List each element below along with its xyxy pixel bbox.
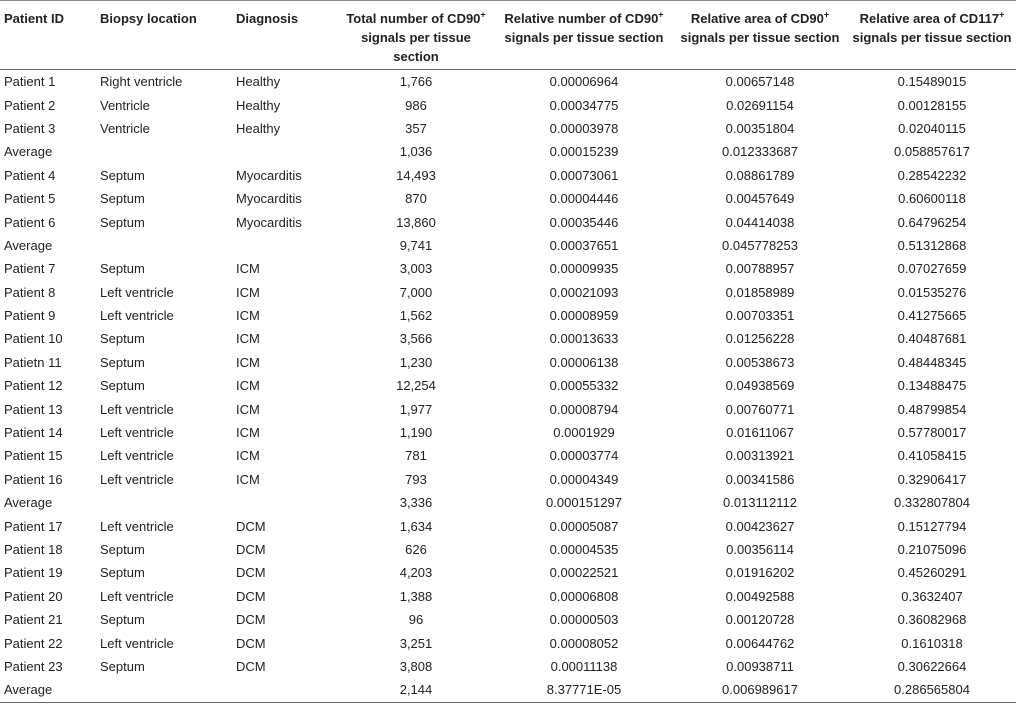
table-row (0, 444, 1016, 467)
table-row (0, 678, 1016, 702)
header-area-cd117 (848, 1, 1016, 70)
cell-area-cd90: 0.01256228 (725, 331, 795, 347)
cell-biopsy-location (96, 491, 232, 514)
table-row (0, 210, 1016, 233)
cell-diagnosis: ICM (236, 331, 260, 347)
cell-total-cd90: 3,808 (399, 658, 433, 674)
cell-area-cd117: 0.36082968 (897, 612, 967, 628)
cell-patient-id: Average (4, 144, 53, 160)
cell-biopsy-location: Ventricle (100, 120, 150, 136)
cell-diagnosis (232, 491, 336, 514)
cell-area-cd90: 0.013112112 (723, 495, 797, 511)
cell-diagnosis (232, 234, 336, 257)
cell-diagnosis: ICM (236, 401, 260, 417)
cell-diagnosis: DCM (236, 518, 266, 534)
cell-relative-cd90: 0.00009935 (549, 261, 619, 277)
cell-relative-cd90: 0.00011138 (550, 658, 618, 674)
cell-patient-id: Patient 14 (4, 425, 63, 441)
cell-area-cd117: 0.45260291 (897, 565, 967, 581)
header-area-cd90-post: signals per tissue section (680, 30, 840, 45)
cell-diagnosis: ICM (236, 308, 260, 324)
cell-total-cd90: 1,190 (399, 425, 433, 441)
cell-area-cd90: 0.00120728 (725, 612, 795, 628)
cell-diagnosis (232, 678, 336, 702)
cell-diagnosis: Healthy (236, 74, 281, 90)
cell-total-cd90: 1,388 (399, 588, 433, 604)
table-row (0, 234, 1016, 257)
cell-patient-id: Patient 5 (4, 191, 56, 207)
cell-total-cd90: 781 (405, 448, 427, 464)
table-row (0, 491, 1016, 514)
cell-diagnosis: ICM (236, 354, 260, 370)
header-total-cd90-sup: + (480, 9, 486, 20)
cell-relative-cd90: 0.00003774 (549, 448, 619, 464)
cell-patient-id: Patient 13 (4, 401, 63, 417)
cell-relative-cd90: 0.00003978 (549, 120, 619, 136)
cell-area-cd117: 0.41275665 (897, 308, 967, 324)
cell-total-cd90: 3,336 (399, 495, 433, 511)
cell-relative-cd90: 0.00004349 (549, 471, 619, 487)
cell-diagnosis: Myocarditis (236, 214, 302, 230)
cell-biopsy-location: Left ventricle (100, 471, 174, 487)
cell-diagnosis: DCM (236, 635, 266, 651)
cell-total-cd90: 9,741 (399, 237, 433, 253)
table-row (0, 281, 1016, 304)
cell-area-cd117: 0.32906417 (897, 471, 967, 487)
table-row (0, 421, 1016, 444)
table-row (0, 351, 1016, 374)
cell-total-cd90: 96 (408, 612, 424, 628)
cell-relative-cd90: 0.00006964 (549, 74, 619, 90)
cell-area-cd117: 0.48448345 (897, 354, 967, 370)
cell-area-cd117: 0.3632407 (901, 588, 963, 604)
header-diagnosis: Diagnosis (236, 11, 299, 26)
cell-biopsy-location: Septum (100, 542, 145, 557)
cell-biopsy-location: Left ventricle (100, 635, 174, 651)
cell-area-cd90: 0.00538673 (725, 354, 795, 370)
table-header (0, 1, 1016, 70)
cell-area-cd117: 0.48799854 (897, 401, 967, 417)
cell-area-cd90: 0.00657148 (725, 74, 795, 90)
cell-patient-id: Patient 16 (4, 471, 63, 487)
cell-area-cd117: 0.41058415 (897, 448, 967, 464)
cell-area-cd90: 0.00457649 (725, 191, 795, 207)
cell-total-cd90: 357 (405, 120, 427, 136)
cell-relative-cd90: 0.00008052 (549, 635, 619, 651)
cell-patient-id: Patient 4 (4, 167, 56, 183)
cell-total-cd90: 3,003 (399, 261, 433, 277)
cell-diagnosis: ICM (236, 284, 260, 300)
table-row (0, 561, 1016, 584)
cell-area-cd90: 0.006989617 (722, 682, 798, 698)
cell-total-cd90: 1,977 (399, 401, 433, 417)
table-row (0, 397, 1016, 420)
cell-patient-id: Average (4, 682, 53, 698)
cell-biopsy-location: Septum (100, 612, 145, 628)
cell-relative-cd90: 0.00037651 (549, 237, 619, 253)
table-row (0, 538, 1016, 561)
cell-area-cd90: 0.00423627 (725, 518, 795, 534)
table-row (0, 468, 1016, 491)
cell-total-cd90: 793 (405, 471, 427, 487)
cell-area-cd117: 0.286565804 (894, 682, 970, 698)
cell-area-cd117: 0.15127794 (897, 518, 967, 534)
cell-area-cd90: 0.045778253 (722, 237, 798, 253)
table-row (0, 655, 1016, 678)
cell-area-cd90: 0.01611067 (726, 425, 794, 441)
cell-relative-cd90: 0.00005087 (549, 518, 619, 534)
cell-biopsy-location: Septum (100, 565, 145, 581)
cell-total-cd90: 626 (405, 542, 427, 557)
cell-area-cd117: 0.60600118 (898, 191, 966, 207)
table-row (0, 327, 1016, 350)
cell-area-cd90: 0.00492588 (725, 588, 795, 604)
header-total-cd90-pre: Total number of CD90 (346, 11, 481, 26)
cell-patient-id: Patient 19 (4, 565, 63, 581)
cell-relative-cd90: 0.00055332 (549, 378, 619, 394)
cell-relative-cd90: 0.00034775 (549, 97, 619, 113)
cell-patient-id: Patient 6 (4, 214, 56, 230)
cell-biopsy-location (96, 140, 232, 163)
cell-biopsy-location (96, 234, 232, 257)
cell-patient-id: Patient 1 (4, 74, 56, 90)
cell-area-cd90: 0.04938569 (725, 378, 795, 394)
cell-total-cd90: 12,254 (396, 378, 436, 394)
cell-area-cd90: 0.00351804 (725, 120, 795, 136)
table-row (0, 608, 1016, 631)
header-area-cd117-post: signals per tissue section (852, 30, 1012, 45)
cell-area-cd90: 0.00313921 (725, 448, 795, 464)
cell-area-cd117: 0.02040115 (898, 120, 966, 136)
cell-diagnosis: DCM (236, 542, 266, 557)
table-row (0, 187, 1016, 210)
cell-diagnosis: Healthy (236, 97, 281, 113)
cell-patient-id: Patient 9 (4, 308, 56, 324)
header-area-cd117-pre: Relative area of CD117 (859, 11, 1000, 26)
cell-patient-id: Patient 12 (4, 378, 63, 394)
cell-patient-id: Patient 22 (4, 635, 63, 651)
cell-total-cd90: 14,493 (396, 167, 436, 183)
cell-patient-id: Patient 2 (4, 97, 56, 113)
cell-relative-cd90: 0.00013633 (549, 331, 619, 347)
header-relative-cd90-sup: + (658, 9, 664, 20)
cell-total-cd90: 3,566 (399, 331, 433, 347)
cell-diagnosis: ICM (236, 425, 260, 441)
cell-biopsy-location: Left ventricle (100, 308, 174, 324)
cell-relative-cd90: 0.00006138 (549, 354, 619, 370)
cell-area-cd117: 0.01535276 (897, 284, 967, 300)
header-relative-cd90 (496, 1, 672, 70)
cell-total-cd90: 986 (405, 97, 427, 113)
cell-area-cd90: 0.00644762 (725, 635, 795, 651)
cell-area-cd90: 0.04414038 (725, 214, 795, 230)
cell-area-cd90: 0.00356114 (726, 542, 794, 557)
cell-total-cd90: 4,203 (399, 565, 433, 581)
cell-diagnosis: ICM (236, 261, 260, 277)
cell-total-cd90: 13,860 (396, 214, 436, 230)
cell-relative-cd90: 0.000151297 (546, 495, 622, 511)
cell-relative-cd90: 0.00035446 (549, 214, 619, 230)
cell-patient-id: Patient 17 (4, 518, 63, 534)
cell-biopsy-location: Septum (100, 658, 145, 674)
cell-relative-cd90: 0.0001929 (553, 425, 615, 441)
table-row (0, 140, 1016, 163)
cell-relative-cd90: 0.00022521 (549, 565, 619, 581)
cell-area-cd117: 0.07027659 (897, 261, 967, 277)
cell-patient-id: Average (4, 237, 53, 253)
cell-relative-cd90: 0.00004535 (549, 542, 619, 557)
cell-relative-cd90: 0.00073061 (549, 167, 619, 183)
cell-patient-id: Patient 3 (4, 120, 56, 136)
table-row (0, 257, 1016, 280)
cell-total-cd90: 7,000 (399, 284, 433, 300)
cell-area-cd90: 0.00938711 (726, 658, 794, 674)
cell-patient-id: Patient 7 (4, 261, 56, 277)
cell-biopsy-location: Right ventricle (100, 74, 183, 90)
cell-diagnosis: Myocarditis (236, 191, 302, 207)
cell-patient-id: Patient 20 (4, 588, 63, 604)
cell-patient-id: Patietn 11 (4, 354, 62, 370)
cell-patient-id: Patient 18 (4, 542, 63, 557)
cell-biopsy-location: Ventricle (100, 97, 150, 113)
table-row (0, 70, 1016, 94)
table-row (0, 117, 1016, 140)
cell-patient-id: Patient 23 (4, 658, 63, 674)
header-area-cd117-sup: + (999, 9, 1005, 20)
cell-total-cd90: 1,230 (399, 354, 433, 370)
cell-diagnosis: DCM (236, 565, 266, 581)
table-row (0, 164, 1016, 187)
cell-total-cd90: 1,562 (399, 308, 433, 324)
cell-relative-cd90: 0.00000503 (549, 612, 619, 628)
table-row (0, 585, 1016, 608)
cell-relative-cd90: 0.00021093 (549, 284, 619, 300)
cell-area-cd90: 0.08861789 (725, 167, 795, 183)
cell-area-cd90: 0.00341586 (725, 471, 795, 487)
table-row (0, 631, 1016, 654)
cell-area-cd117: 0.21075096 (897, 542, 967, 557)
cell-area-cd117: 0.51312868 (897, 237, 967, 253)
cell-patient-id: Average (4, 495, 53, 511)
cell-biopsy-location: Left ventricle (100, 518, 174, 534)
cell-diagnosis: Healthy (236, 120, 281, 136)
cell-total-cd90: 1,036 (399, 144, 433, 160)
cell-biopsy-location: Left ventricle (100, 588, 174, 604)
cell-biopsy-location: Left ventricle (100, 401, 174, 417)
header-row (0, 1, 1016, 70)
table-body (0, 70, 1016, 703)
cell-biopsy-location (96, 678, 232, 702)
cell-area-cd117: 0.15489015 (897, 74, 967, 90)
cell-patient-id: Patient 8 (4, 284, 56, 300)
cell-patient-id: Patient 10 (4, 331, 63, 347)
cell-diagnosis: ICM (236, 448, 260, 464)
cell-relative-cd90: 8.37771E-05 (546, 682, 622, 698)
cell-biopsy-location: Septum (100, 191, 145, 207)
cell-area-cd90: 0.012333687 (722, 144, 798, 160)
cell-biopsy-location: Left ventricle (100, 448, 174, 464)
header-area-cd90-pre: Relative area of CD90 (690, 11, 824, 26)
cell-total-cd90: 1,634 (399, 518, 433, 534)
cell-area-cd117: 0.30622664 (897, 658, 967, 674)
cell-relative-cd90: 0.00008959 (549, 308, 619, 324)
table-row (0, 304, 1016, 327)
cell-area-cd117: 0.1610318 (901, 635, 963, 651)
cell-biopsy-location: Septum (100, 261, 145, 277)
cell-area-cd117: 0.28542232 (897, 167, 967, 183)
cell-biopsy-location: Septum (100, 378, 145, 394)
cell-total-cd90: 870 (405, 191, 427, 207)
cell-diagnosis: ICM (236, 471, 260, 487)
table-row (0, 514, 1016, 537)
cell-total-cd90: 1,766 (399, 74, 433, 90)
cell-diagnosis: ICM (236, 378, 260, 394)
cell-area-cd90: 0.00703351 (725, 308, 795, 324)
cell-area-cd117: 0.332807804 (894, 495, 970, 511)
cell-relative-cd90: 0.00008794 (549, 401, 619, 417)
cell-biopsy-location: Left ventricle (100, 284, 174, 300)
cell-area-cd90: 0.00788957 (725, 261, 795, 277)
header-patient-id: Patient ID (4, 11, 64, 26)
cell-total-cd90: 2,144 (399, 682, 433, 698)
cell-relative-cd90: 0.00004446 (549, 191, 619, 207)
header-biopsy-location: Biopsy location (100, 11, 197, 26)
cell-biopsy-location: Septum (100, 214, 145, 230)
cell-area-cd90: 0.01858989 (725, 284, 795, 300)
header-total-cd90 (336, 1, 496, 70)
cell-biopsy-location: Septum (100, 331, 145, 347)
cell-area-cd117: 0.57780017 (897, 425, 967, 441)
header-area-cd90 (672, 1, 848, 70)
cell-area-cd90: 0.02691154 (726, 97, 794, 113)
cell-biopsy-location: Left ventricle (100, 425, 174, 441)
cell-biopsy-location: Septum (100, 354, 145, 370)
cell-diagnosis (232, 140, 336, 163)
cell-area-cd117: 0.13488475 (897, 378, 967, 394)
cell-diagnosis: DCM (236, 658, 266, 674)
table-row (0, 93, 1016, 116)
header-total-cd90-post: signals per tissue section (361, 30, 471, 64)
cell-relative-cd90: 0.00015239 (549, 144, 619, 160)
cell-diagnosis: Myocarditis (236, 167, 302, 183)
cell-area-cd117: 0.058857617 (894, 144, 970, 160)
table-row (0, 374, 1016, 397)
cell-area-cd117: 0.64796254 (897, 214, 967, 230)
cell-area-cd90: 0.01916202 (725, 565, 795, 581)
cell-biopsy-location: Septum (100, 167, 145, 183)
header-relative-cd90-post: signals per tissue section (504, 30, 664, 45)
header-area-cd90-sup: + (823, 9, 830, 20)
cell-diagnosis: DCM (236, 612, 266, 628)
cell-area-cd117: 0.00128155 (897, 97, 967, 113)
cell-area-cd117: 0.40487681 (897, 331, 967, 347)
cell-patient-id: Patient 21 (4, 612, 63, 628)
cell-diagnosis: DCM (236, 588, 266, 604)
cell-area-cd90: 0.00760771 (725, 401, 795, 417)
cell-total-cd90: 3,251 (399, 635, 433, 651)
cell-relative-cd90: 0.00006808 (549, 588, 619, 604)
cell-patient-id: Patient 15 (4, 448, 63, 464)
header-relative-cd90-pre: Relative number of CD90 (504, 11, 659, 26)
